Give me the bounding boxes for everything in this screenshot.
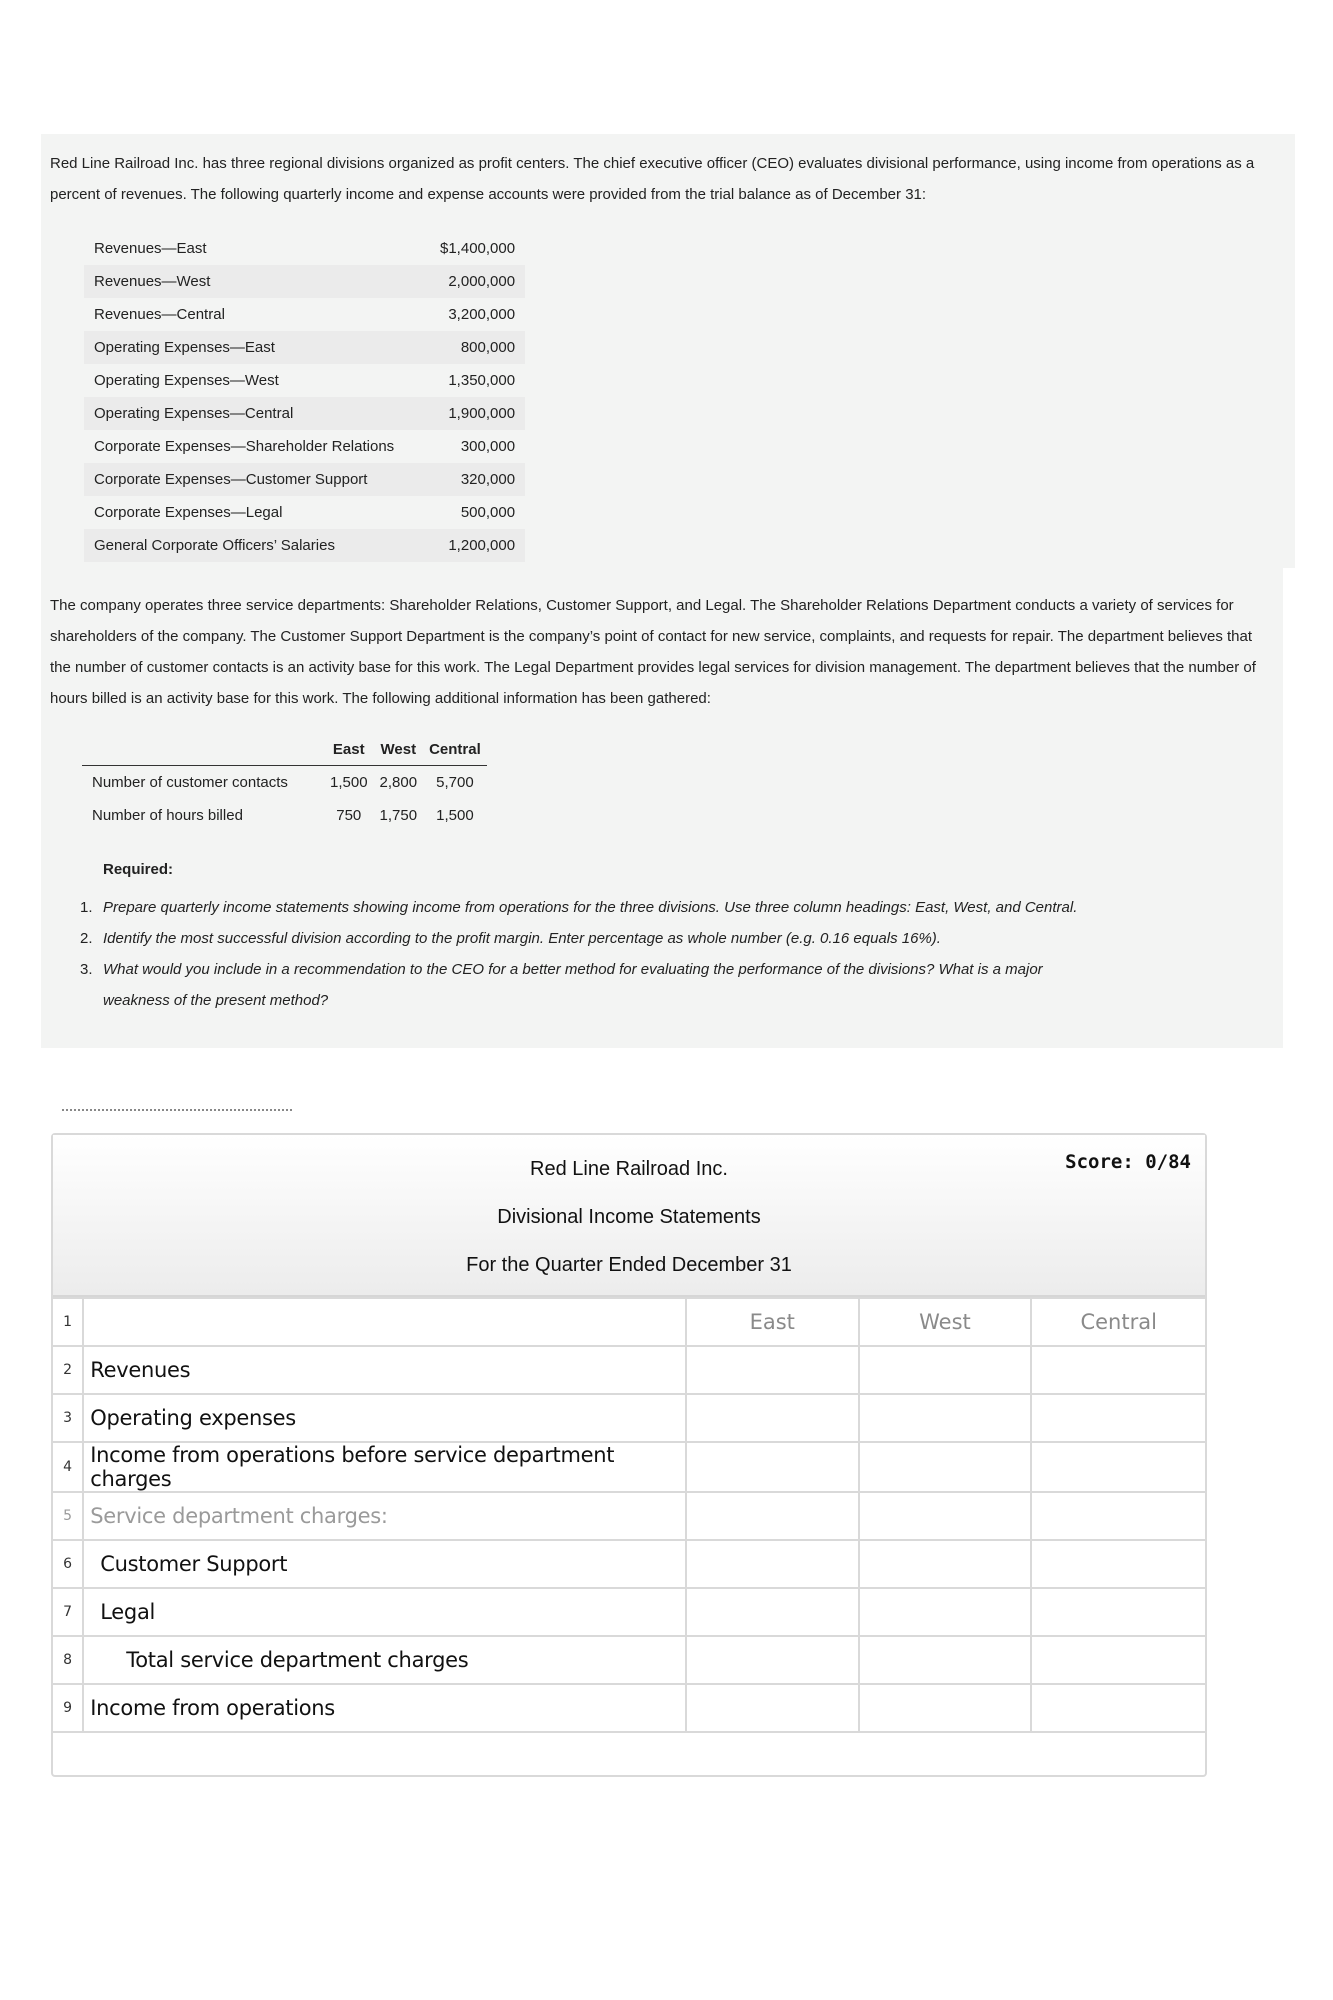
input-cell-central[interactable] — [1031, 1636, 1205, 1684]
required-list — [80, 892, 1080, 1016]
table-row — [53, 1684, 1205, 1732]
table-row: Revenues—West 2,000,000 — [84, 265, 525, 298]
table-row: Revenues—East $1,400,000 — [94, 240, 516, 257]
service-departments-paragraph: The company operates three service departments: Shareholder Relations, Customer Support, and Legal. The Shareholder Relations Department conducts a variety of services for shareholders of the company. The Customer Support Department is the company’s point of contact for new service, complaints, and requests for repair. The department believes that the number of customer contacts is an activity base for this work. The Legal Department provides legal services for division management. The department believes that the number of hours billed is an activity base for this work. The following additional information has been gathered: — [50, 597, 1256, 707]
table-row — [53, 1394, 1205, 1442]
table-row: Corporate Expenses—Shareholder Relations 300,000 — [94, 438, 516, 455]
table-row — [53, 1442, 1205, 1492]
table-row — [53, 1588, 1205, 1636]
required-heading: Required: — [103, 861, 174, 878]
statement-title: Divisional Income Statements — [497, 1206, 761, 1228]
activity-base-table — [82, 733, 487, 832]
input-cell-west[interactable] — [859, 1540, 1032, 1588]
worksheet-header — [53, 1135, 1205, 1297]
input-cell-central[interactable] — [1031, 1346, 1205, 1394]
input-cell-east[interactable] — [686, 1442, 859, 1492]
table-row: General Corporate Officers’ Salaries 1,200,000 — [84, 529, 525, 562]
table-row — [53, 1540, 1205, 1588]
row-label: Legal — [83, 1588, 686, 1636]
input-cell-east[interactable] — [686, 1588, 859, 1636]
input-cell-west[interactable] — [859, 1346, 1032, 1394]
row-number: 9 — [53, 1684, 83, 1732]
table-row: Number of customer contacts 1,500 2,800 5,700 — [92, 774, 474, 791]
row-number: 7 — [53, 1588, 83, 1636]
row-label: Total service department charges — [83, 1636, 686, 1684]
table-row: Number of hours billed 750 1,750 1,500 — [92, 807, 474, 824]
row-label: Operating expenses — [83, 1394, 686, 1442]
row-number: 4 — [53, 1442, 83, 1492]
row-number: 6 — [53, 1540, 83, 1588]
input-cell-central[interactable] — [1031, 1492, 1205, 1540]
table-row: Corporate Expenses—Customer Support 320,000 — [84, 463, 525, 496]
company-name: Red Line Railroad Inc. — [530, 1158, 728, 1180]
column-header-central: Central — [1031, 1298, 1205, 1346]
row-label: Income from operations — [83, 1684, 686, 1732]
input-cell-west[interactable] — [859, 1636, 1032, 1684]
column-header-west: West — [859, 1298, 1032, 1346]
row-label-cell[interactable] — [83, 1298, 686, 1346]
input-cell-west[interactable] — [859, 1684, 1032, 1732]
input-cell-east[interactable] — [686, 1492, 859, 1540]
table-row: Revenues—Central 3,200,000 — [94, 306, 516, 323]
row-label: Revenues — [83, 1346, 686, 1394]
input-cell-west[interactable] — [859, 1588, 1032, 1636]
intro-paragraph: Red Line Railroad Inc. has three regional divisions organized as profit centers. The chief executive officer (CEO) evaluates divisional performance, using income from operations as a percent of revenues. The following quarterly income and expense accounts were provided from the trial balance as of December 31: — [50, 155, 1255, 203]
column-header-west: West — [374, 733, 424, 766]
input-cell-central[interactable] — [1031, 1540, 1205, 1588]
statement-period: For the Quarter Ended December 31 — [466, 1254, 792, 1276]
input-cell-east[interactable] — [686, 1394, 859, 1442]
row-number: 3 — [53, 1394, 83, 1442]
input-cell-west[interactable] — [859, 1394, 1032, 1442]
table-row — [53, 1492, 1205, 1540]
row-label: Service department charges: — [83, 1492, 686, 1540]
input-cell-east[interactable] — [686, 1636, 859, 1684]
row-number: 8 — [53, 1636, 83, 1684]
table-row: Operating Expenses—Central 1,900,000 — [84, 397, 525, 430]
input-cell-west[interactable] — [859, 1442, 1032, 1492]
row-number: 5 — [53, 1492, 83, 1540]
table-row — [53, 1346, 1205, 1394]
input-cell-east[interactable] — [686, 1346, 859, 1394]
input-cell-east[interactable] — [686, 1540, 859, 1588]
table-row — [53, 1298, 1205, 1346]
income-statement-worksheet — [51, 1133, 1207, 1777]
input-cell-east[interactable] — [686, 1684, 859, 1732]
score-display: Score: 0/84 — [1065, 1151, 1191, 1173]
worksheet-grid — [53, 1297, 1205, 1733]
input-cell-central[interactable] — [1031, 1684, 1205, 1732]
row-number: 2 — [53, 1346, 83, 1394]
cropped-heading-fragment — [62, 1109, 292, 1117]
row-label: Income from operations before service department charges — [83, 1442, 686, 1492]
table-row: Operating Expenses—West 1,350,000 — [94, 372, 516, 389]
table-row: Operating Expenses—East 800,000 — [84, 331, 525, 364]
input-cell-west[interactable] — [859, 1492, 1032, 1540]
column-header-east: East — [324, 733, 374, 766]
input-cell-central[interactable] — [1031, 1394, 1205, 1442]
trial-balance-table — [84, 232, 525, 562]
column-header-central: Central — [423, 733, 487, 766]
column-header-east: East — [686, 1298, 859, 1346]
table-row: Corporate Expenses—Legal 500,000 — [94, 504, 516, 521]
list-item: 3. What would you include in a recommendation to the CEO for a better method for evaluating the performance of the divisions? What is a major weakness of the present method? — [80, 961, 1043, 1009]
row-label: Customer Support — [83, 1540, 686, 1588]
table-header-row — [82, 733, 487, 766]
table-row — [53, 1636, 1205, 1684]
row-number: 1 — [53, 1298, 83, 1346]
input-cell-central[interactable] — [1031, 1588, 1205, 1636]
list-item: 1. Prepare quarterly income statements showing income from operations for the three divisions. Use three column headings: East, West, and Central. — [80, 899, 1078, 916]
list-item: 2. Identify the most successful division according to the profit margin. Enter percentage as whole number (e.g. 0.16 equals 16%). — [80, 930, 941, 947]
input-cell-central[interactable] — [1031, 1442, 1205, 1492]
